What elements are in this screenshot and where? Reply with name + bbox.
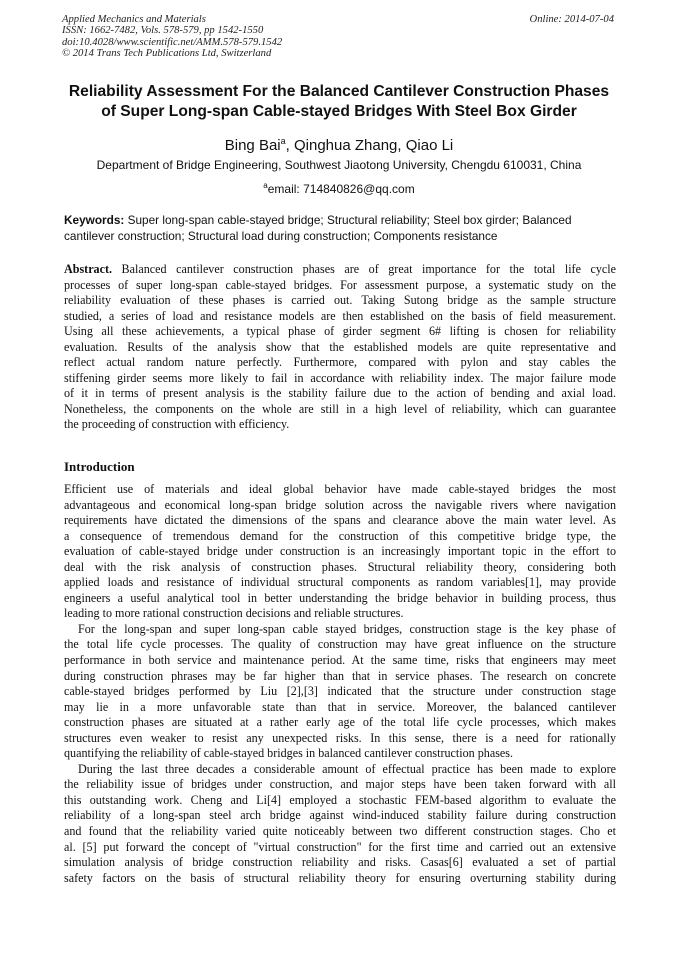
email-line [40,178,638,197]
abstract-line [64,262,616,278]
email-address: email: 714840826@qq.com [267,182,415,196]
paragraph-line: and found that the reliability varied quite noticeably between two different construction stages. Cho et [64,824,616,839]
paragraph-line: For the long-span and super long-span cable stayed bridges, construction stage is the key phase of [78,621,616,636]
affiliation: Department of Bridge Engineering, Southwest Jiaotong University, Chengdu 610031, China [96,158,582,172]
paragraph-line: safety factors on the basis of structural reliability theory for ensuring overturning stability during [64,870,616,885]
paragraph-line: the reliability issue of bridges under construction, and major steps have been taken forward with all [64,777,616,792]
paragraph-line: structures even weaker to resist any unexpected risks. In this sense, there is a need for rationally [64,730,616,745]
issn-line: ISSN: 1662-7482, Vols. 578-579, pp 1542-1550 [62,25,264,37]
paragraph-line: evaluation of cable-stayed bridge under construction is an increasingly important topic in the effort to [64,544,616,559]
abstract-line: Using all these achievements, a typical phase of girder segment 6# lifting is chosen for reliability [64,324,616,339]
abstract-line: evaluation. Results of the analysis show that the established models are quite representative and [64,339,616,354]
keywords-label: Keywords: [64,213,125,227]
paragraph-line: the total life cycle processes. The quality of construction may have great influence on the structure [64,637,616,652]
title-line-2: of Super Long-span Cable-stayed Bridges With Steel Box Girder [101,103,577,120]
abstract-line: processes of super long-span cable-stayed bridges. For assessment purpose, a systematic study on the [64,277,616,292]
abstract-text: Balanced cantilever construction phases are of great importance for the total life cycle [112,262,616,276]
abstract-line: stiffening girder seems more likely to fail in accordance with reliability index. The major failure mode [64,370,616,385]
journal-header [62,14,282,60]
paragraph-line: simulation analysis of bridge construction reliability and risks. Casas[6] evaluated a set of partial [64,855,616,870]
author-1-affiliation-mark: a [280,136,286,146]
keywords-line-2: cantilever construction; Structural load during construction; Components resistance [64,228,498,243]
paragraph-line: advantageous and economical long-span bridge solution across the navigable rivers where navigation [64,497,616,512]
paragraph-line: a consequence of tremendous demand for the construction of this competitive bridge type, the [64,528,616,543]
paragraph-line: construction phases are situated at a rather early age of the total life cycle processes, which makes [64,715,616,730]
paragraph-line: reliability of a long-span steel arch bridge against wind-induced stability failure during construction [64,808,616,823]
email-mark: a [263,181,268,190]
paragraph-line: requirements have dictated the dimensions of the spans and clearance above the main water level. As [64,513,616,528]
keywords-text-1: Super long-span cable-stayed bridge; Structural reliability; Steel box girder; Balanced [124,213,572,227]
paragraph-line: engineers a useful analytical tool in better understanding the bridge behavior in building process, thus [64,590,616,605]
paragraph-line: may lie in a more unfavorable state than that in service. Moreover, the balanced cantilever [64,699,616,714]
abstract [64,262,616,433]
paragraph-line: Efficient use of materials and ideal global behavior have made cable-stayed bridges the most [64,482,616,496]
paragraph-line: performance in both service and maintenance period. At the same time, risks that engineers may meet [64,653,616,668]
paragraph-line: cable-stayed bridges performed by Liu [2],[3] indicated that the structure under construction stage [64,684,616,699]
abstract-line: studied, a series of load and resistance models are then established on the basis of field measurement. [64,308,616,323]
copyright-line: © 2014 Trans Tech Publications Ltd, Switzerland [62,48,272,60]
paragraph-line: During the last three decades a considerable amount of effectual practice has been made to explore [78,761,616,776]
paragraph-line: deal with the risk analysis of construction phases. Structural reliability theory, considering both [64,559,616,574]
title-line-1: Reliability Assessment For the Balanced Cantilever Construction Phases [68,83,610,100]
paragraph-line: quantifying the reliability of cable-stayed bridges in balanced cantilever construction phases. [64,746,513,761]
keywords-line-1 [64,213,616,229]
introduction-body [64,482,616,886]
abstract-label: Abstract. [64,262,113,276]
online-date: Online: 2014-07-04 [529,14,614,25]
paragraph-line: during construction phrases may be far higher than that in service phases. The research on concrete [64,668,616,683]
paragraph-line: applied loads and resistance of individual structural components as random variables[1], may provide [64,575,616,590]
paper-title [40,82,638,122]
section-heading-introduction: Introduction [64,459,135,474]
abstract-line: reliability evaluation of these phases is carried out. Taking Sutong bridge as the sample structure [64,293,616,308]
paragraph-line: this outstanding work. Cheng and Li[4] employed a stochastic FEM-based algorithm to evaluate the [64,792,616,807]
authors-line [40,131,638,156]
abstract-line: reflect actual random nature perfectly. Furthermore, compared with pylon and stay cables the [64,355,616,370]
paragraph-line: al. [5] put forward the concept of "virtual construction" for the first time and carried out an extensive [64,839,616,854]
journal-name: Applied Mechanics and Materials [62,14,206,25]
abstract-line: of it in terms of present analysis is the stability failure due to the action of bending and axial load. [64,386,616,401]
author-1: Bing Bai [224,137,281,154]
other-authors: , Qinghua Zhang, Qiao Li [285,137,454,154]
doi-line: doi:10.4028/www.scientific.net/AMM.578-579.1542 [62,36,283,48]
keywords-block [64,213,616,244]
abstract-line: the proceeding of construction with efficiency. [64,417,290,432]
paragraph-line: leading to more rational construction decisions and reliable structures. [64,606,404,621]
abstract-line: Nonetheless, the components on the whole are still in a high level of reliability, which can guarantee [64,401,616,416]
